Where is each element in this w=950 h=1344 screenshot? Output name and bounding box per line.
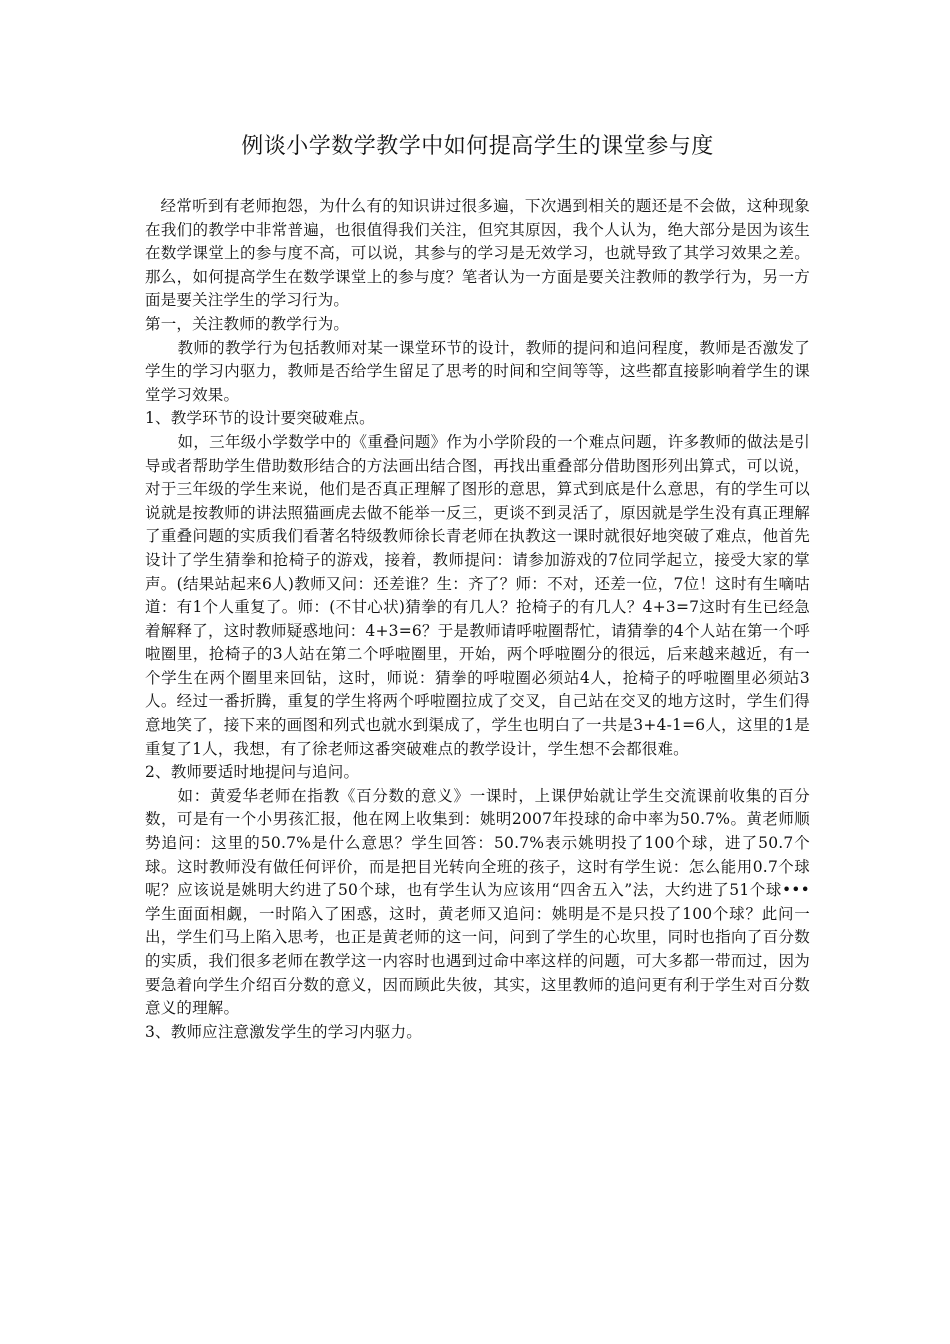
document-title: 例谈小学数学教学中如何提高学生的课堂参与度	[241, 134, 714, 159]
section-heading-teacher-behavior: 第一，关注教师的教学行为。	[145, 314, 350, 333]
subheading-questioning: 2、教师要适时地提问与追问。	[145, 763, 360, 782]
teacher-behavior-paragraph: 教师的教学行为包括教师对某一课堂环节的设计，教师的提问和追问程度，教师是否激发了学生的学习内驱力，教师是否给学生留足了思考的时间和空间等等，这些都直接影响着学生的课堂学习效果。	[145, 338, 810, 404]
overlap-problem-example-paragraph: 如，三年级小学数学中的《重叠问题》作为小学阶段的一个难点问题，许多教师的做法是引导或者帮助学生借助数形结合的方法画出结合图，再找出重叠部分借助图形列出算式，可以说，对于三年级的学生来说，他们是否真正理解了图形的意思，算式到底是什么意思，有的学生可以说就是按教师的讲法照猫画虎去做不能举一反三，更谈不到灵活了，原因就是学生没有真正理解了重叠问题的实质我们看著名特级教师徐长青老师在执教这一课时就很好地突破了难点，他首先设计了学生猜拳和抢椅子的游戏，接着，教师提问：请参加游戏的7位同学起立，接受大家的掌声。(结果站起来6人)教师又问：还差谁？生：齐了？师：不对，还差一位，7位！这时有生嘀咕道：有1个人重复了。师：(不甘心状)猜拳的有几人？抢椅子的有几人？4+3=7这时有生已经急着解释了，这时教师疑惑地问：4+3=6？于是教师请呼啦圈帮忙，请猜拳的4个人站在第一个呼啦圈里，抢椅子的3人站在第二个呼啦圈里，开始，两个呼啦圈分的很远，后来越来越近，有一个学生在两个圈里来回钻，这时，师说：猜拳的呼啦圈必须站4人，抢椅子的呼啦圈里必须站3人。经过一番折腾，重复的学生将两个呼啦圈拉成了交叉，自己站在交叉的地方这时，学生们得意地笑了，接下来的画图和列式也就水到渠成了，学生也明白了一共是3+4-1=6人，这里的1是重复了1人，我想，有了徐老师这番突破难点的教学设计，学生想不会都很难。	[145, 432, 810, 758]
document-body	[145, 195, 810, 1044]
intro-paragraph: 经常听到有老师抱怨，为什么有的知识讲过很多遍，下次遇到相关的题还是不会做，这种现象在我们的教学中非常普遍，也很值得我们关注，但究其原因，我个人认为，绝大部分是因为该生在数学课堂上的参与度不高，可以说，其参与的学习是无效学习，也就导致了其学习效果之差。那么，如何提高学生在数学课堂上的参与度？笔者认为一方面是要关注教师的教学行为，另一方面是要关注学生的学习行为。	[145, 197, 810, 310]
subheading-design-difficult-points: 1、教学环节的设计要突破难点。	[145, 409, 375, 428]
percentage-example-paragraph: 如：黄爱华老师在指教《百分数的意义》一课时，上课伊始就让学生交流课前收集的百分数，可是有一个小男孩汇报，他在网上收集到：姚明2007年投球的命中率为50.7%。黄老师顺势追问：这里的50.7%是什么意思？学生回答：50.7%表示姚明投了100个球，进了50.7个球。这时教师没有做任何评价，而是把目光转向全班的孩子，这时有学生说：怎么能用0.7个球呢？应该说是姚明大约进了50个球，也有学生认为应该用“四舍五入”法，大约进了51个球•••学生面面相觑，一时陷入了困惑，这时，黄老师又追问：姚明是不是只投了100个球？此问一出，学生们马上陷入思考，也正是黄老师的这一问，问到了学生的心坎里，同时也指向了百分数的实质，我们很多老师在教学这一内容时也遇到过命中率这样的问题，可大多都一带而过，因为要急着向学生介绍百分数的意义，因而顾此失彼，其实，这里教师的追问更有利于学生对百分数意义的理解。	[145, 786, 810, 1018]
document-page	[145, 132, 810, 1044]
subheading-motivation: 3、教师应注意激发学生的学习内驱力。	[145, 1022, 422, 1041]
